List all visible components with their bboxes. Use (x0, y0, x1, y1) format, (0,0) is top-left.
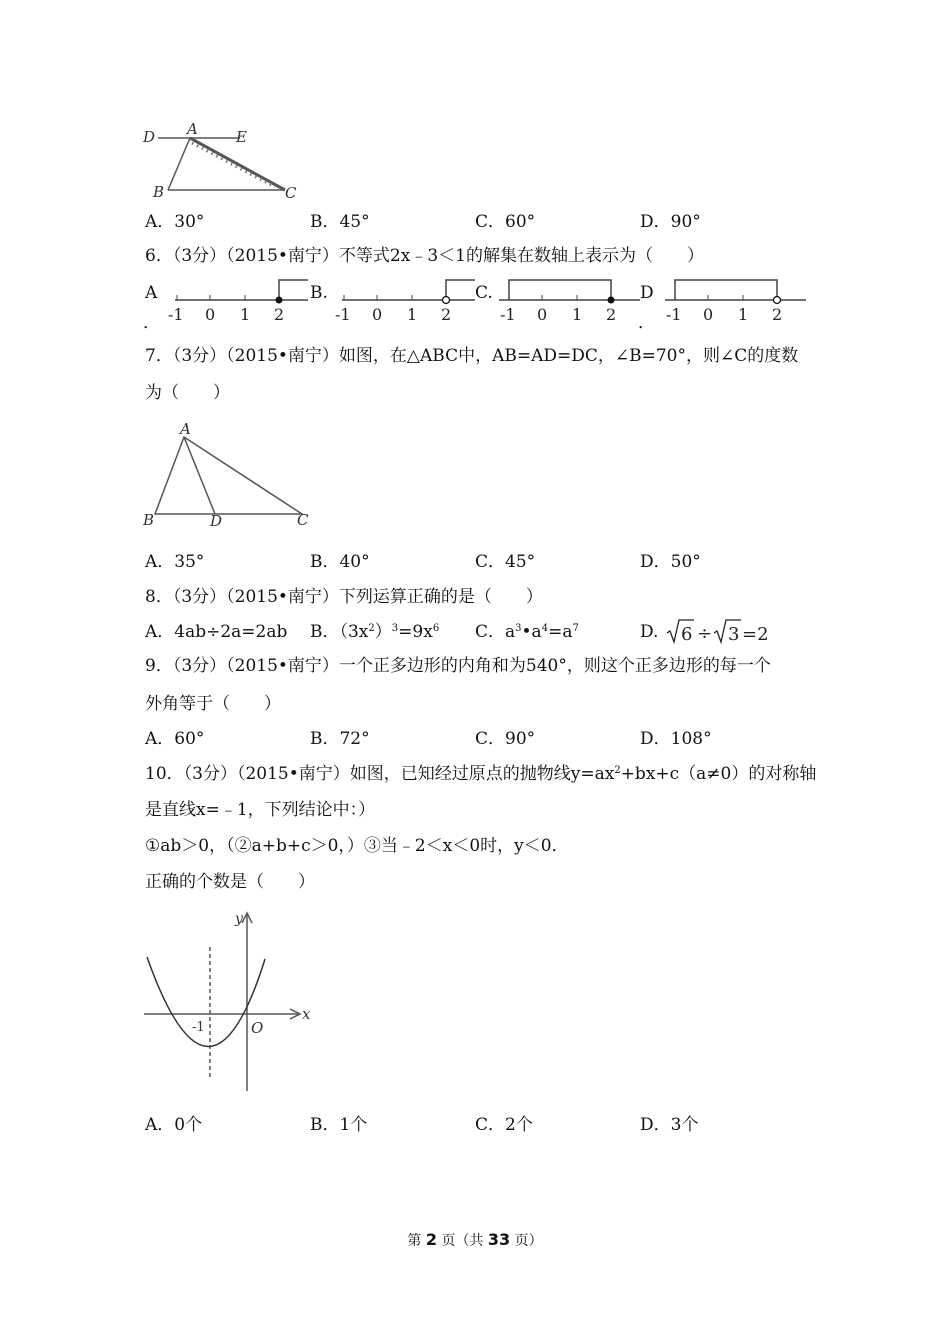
q7-option-a: A．35° (145, 552, 205, 572)
q8-option-a: A．4ab÷2a=2ab (145, 622, 288, 642)
q6-letter-d: D (640, 283, 654, 303)
svg-text:-1: -1 (500, 305, 516, 324)
q8-option-d-label: D. (640, 622, 659, 642)
q8-option-c: C．$a^3•a^4=a^7$ (475, 622, 579, 642)
q7-triangle-figure (140, 420, 320, 532)
label-c: C (297, 511, 309, 529)
q7-stem-line1: 7．（3分）（2015•南宁）如图，在△ABC中，AB=AD=DC，∠B=70°，则∠C的度数 (145, 346, 799, 366)
q6-a-solid-dot (276, 297, 283, 304)
q5-option-d: D．90° (640, 212, 701, 232)
label-neg1: -1 (192, 1020, 205, 1035)
svg-text:6: 6 (681, 624, 693, 645)
q7-option-c: C．45° (475, 552, 536, 572)
q10-stem-line3: ①ab＞0，（②a+b+c＞0，）③当﹣2＜x＜0时，y＜0． (145, 836, 569, 856)
q5-option-a: A．30° (145, 212, 205, 232)
q6-numberline-d (663, 275, 808, 325)
q9-option-c: C．90° (475, 729, 536, 749)
q8-stem: 8．（3分）（2015•南宁）下列运算正确的是（ ） (145, 587, 543, 607)
svg-text:÷: ÷ (697, 623, 713, 644)
label-d: D (143, 128, 156, 146)
label-e: E (236, 128, 247, 146)
q7-stem-line2: 为（ ） (145, 383, 230, 403)
svg-text:2: 2 (274, 305, 285, 324)
side-ac-dotted (192, 143, 275, 187)
q10-parabola-figure (140, 905, 320, 1095)
svg-text:0: 0 (205, 305, 216, 324)
svg-text:-1: -1 (168, 305, 184, 324)
svg-text:-1: -1 (335, 305, 351, 324)
label-c: C (285, 184, 297, 202)
q6-numberline-b (332, 275, 477, 325)
q9-stem-line1: 9．（3分）（2015•南宁）一个正多边形的内角和为540°，则这个正多边形的每一个 (145, 656, 771, 676)
label-x: x (302, 1005, 311, 1023)
svg-text:=2: =2 (742, 624, 769, 645)
q10-option-d: D．3个 (640, 1115, 699, 1135)
q5-option-c: C．60° (475, 212, 536, 232)
svg-text:0: 0 (703, 305, 714, 324)
q9-stem-line2: 外角等于（ ） (145, 694, 281, 714)
label-b: B (143, 511, 155, 529)
q7-option-b: B．40° (310, 552, 370, 572)
q9-option-d: D．108° (640, 729, 712, 749)
svg-text:-1: -1 (666, 305, 682, 324)
q6-b-open-dot (443, 297, 450, 304)
svg-text:3: 3 (728, 624, 740, 645)
svg-text:1: 1 (407, 305, 418, 324)
q6-d-open-dot (774, 297, 781, 304)
q8-option-d-expression (664, 617, 774, 645)
label-a: A (187, 120, 198, 138)
q6-stem: 6．（3分）（2015•南宁）不等式2x﹣3＜1的解集在数轴上表示为（ ） (145, 246, 704, 266)
q6-c-solid-dot (608, 297, 615, 304)
q10-option-b: B．1个 (310, 1115, 368, 1135)
q8-option-b: B．$(3x^2)^3=9x^6$ (310, 622, 440, 642)
q9-option-b: B．72° (310, 729, 370, 749)
q10-option-a: A．0个 (145, 1115, 203, 1135)
svg-text:0: 0 (537, 305, 548, 324)
page-footer: 第 2 页（共 33 页） (407, 1230, 543, 1249)
q10-stem-line2: 是直线x=﹣1，下列结论中：） (145, 800, 376, 820)
q6-letter-b: B. (310, 283, 328, 303)
svg-text:2: 2 (772, 305, 783, 324)
q5-option-b: B．45° (310, 212, 370, 232)
label-a: A (180, 420, 191, 438)
svg-text:0: 0 (372, 305, 383, 324)
label-origin: O (251, 1019, 264, 1037)
q6-letter-a: A (145, 283, 158, 303)
q6-dot-a: ． (143, 313, 160, 333)
q10-option-c: C．2个 (475, 1115, 533, 1135)
q5-triangle-figure (140, 120, 310, 205)
q10-stem-line4: 正确的个数是（ ） (145, 872, 315, 892)
svg-text:2: 2 (606, 305, 617, 324)
svg-text:2: 2 (441, 305, 452, 324)
label-y: y (235, 911, 243, 927)
label-b: B (153, 183, 165, 201)
svg-text:1: 1 (240, 305, 251, 324)
svg-text:1: 1 (572, 305, 583, 324)
q6-numberline-a (165, 275, 310, 325)
side-ab (168, 138, 190, 190)
q6-numberline-c (497, 275, 642, 325)
q6-dot-d: ． (638, 313, 655, 333)
svg-text:1: 1 (738, 305, 749, 324)
q10-stem-line1: 10．（3分）（2015•南宁）如图，已知经过原点的抛物线$y=ax^2+bx+c(a\ne 0)$的对称轴 (145, 764, 817, 784)
label-d: D (210, 512, 223, 530)
q7-option-d: D．50° (640, 552, 701, 572)
q6-letter-c: C. (475, 283, 493, 303)
current-page-number: 2 (425, 1230, 437, 1249)
total-page-count: 33 (487, 1230, 511, 1249)
q9-option-a: A．60° (145, 729, 205, 749)
